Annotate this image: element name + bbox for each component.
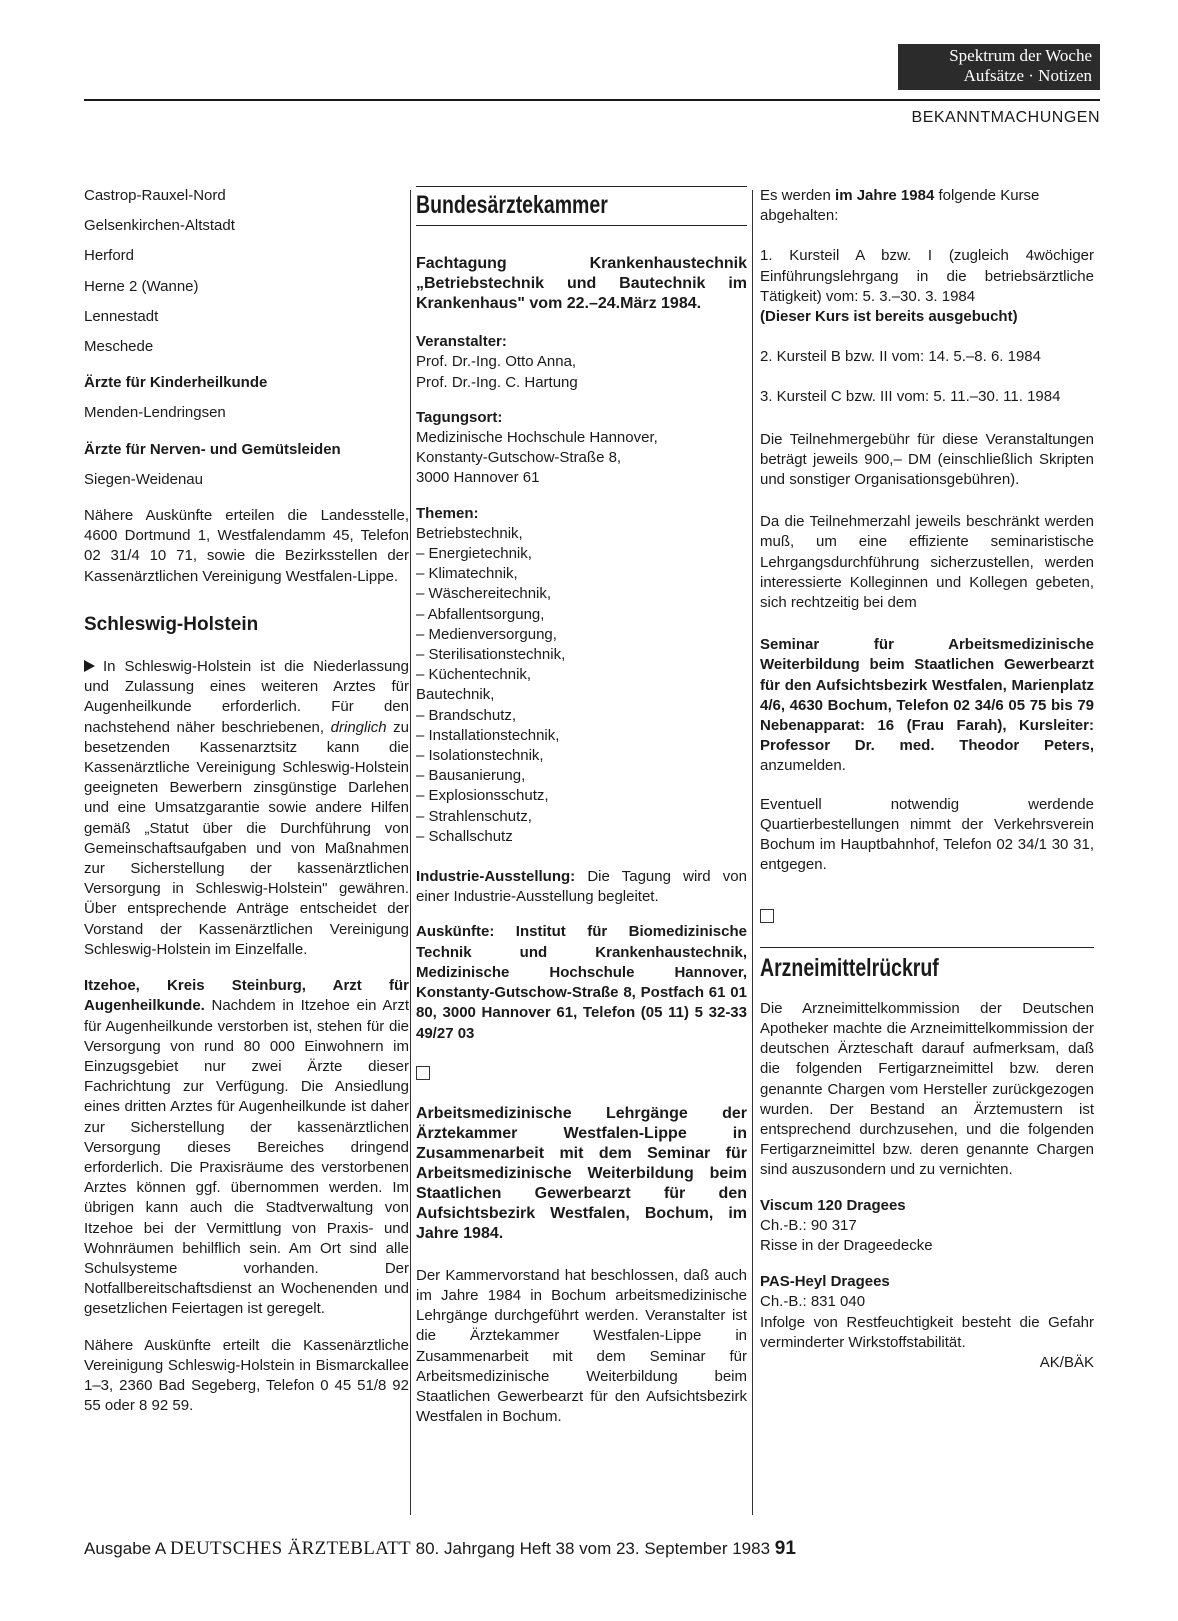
column-2 — [416, 186, 747, 1442]
place-item: Herne 2 (Wanne) — [84, 277, 199, 295]
column-divider-1 — [410, 190, 411, 1515]
quartier-paragraph: Eventuell notwendig werdende Quartierbestellungen nimmt der Verkehrsverein Bochum im Hauptbahnhof, Telefon 02 34/1 30 31, entgegen. — [760, 795, 1094, 874]
itzehoe-paragraph — [84, 976, 409, 1319]
themen-item: – Bausanierung, — [416, 767, 526, 785]
end-of-article-square-icon — [416, 1066, 430, 1080]
teilnehmer-paragraph: Da die Teilnehmerzahl jeweils beschränkt werden muß, um eine effiziente seminaristische Lehrgangsdurchführung sicherzustellen, werden interessierte Kolleginnen und Kollegen gebeten, sich rechtzeitig bei dem — [760, 513, 1094, 612]
auskuenfte-paragraph: Auskünfte: Institut für Biomedizinische Technik und Krankenhaustechnik, Medizinische Hochschule Hannover, Konstanty-Gutschow-Straße 8, Postfach 61 01 80, 3000 Hannover 61, Telefon (05 11) 5 32-33 49/27 03 — [416, 923, 747, 1042]
seminar-paragraph — [760, 635, 1094, 776]
header-rule — [84, 99, 1100, 101]
sh-text-b: zu besetzenden Kassenarztsitz kann die Kassenärztliche Vereinigung Schleswig-Holstein geeigneten Bewerbern zinsgünstige Darlehen und eine Umsatzgarantie sowie andere Hilfen gemäß „Statut über die Durchführung von Gemeinschaftsaufgaben und von Maßnahmen zur Sicherstellung der kassenärztlichen Versorgung in Schleswig-Holstein" gewähren. Über entsprechende Anträge entscheidet der Vorstand der Kassenärztlichen Vereinigung Schleswig-Holstein im Einzelfalle. — [84, 718, 409, 958]
tagungsort-line: Konstanty-Gutschow-Straße 8, — [416, 449, 622, 467]
footer-edition: Ausgabe A — [84, 1539, 166, 1558]
drug-batch: Ch.-B.: 831 040 — [760, 1293, 866, 1311]
industrie-label: Industrie-Ausstellung: — [416, 868, 576, 886]
drug-viscum — [760, 1196, 1094, 1257]
sh-text-a: In Schleswig-Holstein ist die Niederlassung und Zulassung eines weiteren Arztes für Augenheilkunde erforderlich. Für den nachstehend näher beschriebenen, — [84, 658, 409, 736]
kurs-1-note: (Dieser Kurs ist bereits ausgebucht) — [760, 308, 1018, 326]
heading-rule-top — [416, 186, 747, 187]
sh-text-emphasis: dringlich — [330, 718, 387, 736]
drug-batch: Ch.-B.: 90 317 — [760, 1216, 857, 1234]
themen-item: – Strahlenschutz, — [416, 807, 532, 825]
author-sign: AK/BÄK — [1039, 1353, 1094, 1371]
tagungsort-block — [416, 408, 747, 489]
drug-pas — [760, 1272, 1094, 1353]
kurs-3: 3. Kursteil C bzw. III vom: 5. 11.–30. 11. 1984 — [760, 388, 1061, 406]
seminar-end: anzumelden. — [760, 757, 846, 775]
fachtagung-title: Fachtagung Krankenhaustechnik „Betriebstechnik und Bautechnik im Krankenhaus" vom 22.–24.März 1984. — [416, 255, 747, 313]
drug-reason: Infolge von Restfeuchtigkeit besteht die Gefahr verminderter Wirkstoffstabilität. — [760, 1313, 1094, 1351]
kurs-2: 2. Kursteil B bzw. II vom: 14. 5.–8. 6. 1984 — [760, 348, 1041, 366]
themen-item: – Brandschutz, — [416, 706, 517, 724]
themen-item: – Klimatechnik, — [416, 565, 518, 583]
intro-text: folgende Kurse abgehalten: — [760, 187, 1040, 225]
schleswig-holstein-heading: Schleswig-Holstein — [84, 613, 259, 635]
themen-item: – Küchentechnik, — [416, 666, 532, 684]
column-divider-2 — [752, 190, 753, 1515]
triangle-bullet-icon — [84, 660, 95, 672]
rueckruf-heading: Arzneimittelrückruf — [760, 954, 939, 983]
place-item: Gelsenkirchen-Altstadt — [84, 217, 235, 235]
kurse-intro — [760, 186, 1094, 226]
themen-item: – Installationstechnik, — [416, 726, 560, 744]
kinder-heading: Ärzte für Kinderheilkunde — [84, 374, 268, 392]
nerven-place: Siegen-Weidenau — [84, 470, 203, 488]
lehrgaenge-text: Der Kammervorstand hat beschlossen, daß auch im Jahre 1984 in Bochum arbeitsmedizinische Lehrgänge durchgeführt werden. Veranstalter ist die Ärztekammer Westfalen-Lippe in Zusammenarbeit mit dem Seminar für Arbeitsmedizinische Weiterbildung beim Staatlichen Gewerbearzt für den Aufsichtsbezirk Westfalen in Bochum. — [416, 1266, 747, 1426]
drug-reason: Risse in der Drageedecke — [760, 1236, 933, 1254]
veranstalter-label: Veranstalter: — [416, 333, 507, 351]
kurs-1-text: 1. Kursteil A bzw. I (zugleich 4wöchiger Einführungslehrgang in die betriebsärztliche Tätigkeit) vom: 5. 3.–30. 3. 1984 — [760, 247, 1094, 305]
themen-item: – Isolationstechnik, — [416, 747, 544, 765]
place-item: Herford — [84, 247, 135, 265]
themen-item: – Energietechnik, — [416, 545, 532, 563]
kurs-1 — [760, 246, 1094, 327]
seminar-address: Seminar für Arbeitsmedizinische Weiterbildung beim Staatlichen Gewerbearzt für den Aufsichtsbezirk Westfalen, Marienplatz 4/6, 4630 Bochum, Telefon 02 34/6 05 75 bis 79 Nebenapparat: 16 (Frau Farah), Kursleiter: Professor Dr. med. Theodor Peters, — [760, 636, 1094, 755]
heading-rule-bottom — [416, 225, 747, 226]
veranstalter-name: Prof. Dr.-Ing. C. Hartung — [416, 373, 578, 391]
end-of-article-square-icon — [760, 909, 774, 923]
intro-year: im Jahre 1984 — [835, 187, 935, 204]
itzehoe-heading: Itzehoe, Kreis Steinburg, Arzt für Augenheilkunde. — [84, 977, 409, 1015]
gebuehr-paragraph: Die Teilnehmergebühr für diese Veranstaltungen beträgt jeweils 900,– DM (einschließlich Skripten und sonstiger Organisationsgebühren). — [760, 430, 1094, 489]
section-box-line1: Spektrum der Woche — [949, 46, 1092, 65]
themen-block — [416, 504, 747, 847]
lehrgaenge-title: Arbeitsmedizinische Lehrgänge der Ärztekammer Westfalen-Lippe in Zusammenarbeit mit dem Seminar für Arbeitsmedizinische Weiterbildung beim Staatlichen Gewerbearzt für den Aufsichtsbezirk Westfalen, Bochum, im Jahre 1984. — [416, 1104, 747, 1242]
tagungsort-line: Medizinische Hochschule Hannover, — [416, 429, 658, 447]
tagungsort-line: 3000 Hannover 61 — [416, 469, 540, 487]
themen-item: – Wäschereitechnik, — [416, 585, 552, 603]
kinder-place: Menden-Lendringsen — [84, 404, 226, 422]
themen-group: Betriebstechnik, — [416, 524, 523, 542]
place-item: Lennestadt — [84, 307, 159, 325]
footer-issue: 80. Jahrgang Heft 38 vom 23. September 1983 — [415, 1539, 771, 1558]
nerven-heading: Ärzte für Nerven- und Gemütsleiden — [84, 440, 341, 458]
info-westfalen: Nähere Auskünfte erteilen die Landesstelle, 4600 Dortmund 1, Westfalendamm 45, Telefon 02 31/4 10 71, sowie die Bezirksstellen der Kassenärztlichen Vereinigung Westfalen-Lippe. — [84, 507, 409, 585]
itzehoe-text: Nachdem in Itzehoe ein Arzt für Augenheilkunde verstorben ist, stehen für die Versorgung von rund 80 000 Einwohnern im Einzugsgebiet nur zwei Ärzte dieser Fachrichtung zur Verfügung. Die Ansiedlung eines dritten Arztes für Augenheilkunde ist daher zur Sicherstellung der kassenärztlichen Versorgung dieses Bereiches dringend erforderlich. Die Praxisräume des verstorbenen Arztes können ggf. übernommen werden. Im übrigen kann auch die Stadtverwaltung von Itzehoe bei der Vermittlung von Praxis- und Wohnräumen behilflich sein. Am Ort sind alle Schulsysteme vorhanden. Der Notfallbereitschaftsdienst an Wochenenden und gesetzlichen Feiertagen ist geregelt. — [84, 997, 410, 1318]
intro-text: Es werden — [760, 187, 831, 204]
themen-item: – Schallschutz — [416, 827, 513, 845]
column-1 — [84, 186, 409, 1426]
section-tag: BEKANNTMACHUNGEN — [911, 109, 1100, 126]
industrie-paragraph — [416, 867, 747, 907]
themen-group: Bautechnik, — [416, 686, 495, 704]
themen-item: – Explosionsschutz, — [416, 787, 549, 805]
veranstalter-block — [416, 332, 747, 393]
info-schleswig-holstein: Nähere Auskünfte erteilt die Kassenärztliche Vereinigung Schleswig-Holstein in Bismarckallee 1–3, 2360 Bad Segeberg, Telefon 0 45 51/8 92 55 oder 8 92 59. — [84, 1336, 409, 1415]
tagungsort-label: Tagungsort: — [416, 408, 503, 426]
industrie-text: Die Tagung wird von einer Industrie-Ausstellung begleitet. — [416, 868, 747, 906]
themen-label: Themen: — [416, 504, 479, 522]
drug-name: PAS-Heyl Dragees — [760, 1273, 890, 1291]
place-item: Meschede — [84, 338, 154, 356]
veranstalter-name: Prof. Dr.-Ing. Otto Anna, — [416, 353, 577, 371]
themen-item: – Medienversorgung, — [416, 625, 557, 643]
rueckruf-text: Die Arzneimittelkommission der Deutschen Apotheker machte die Arzneimittelkommission der deutschen Ärzteschaft darauf aufmerksam, daß die folgenden Fertigarzneimittel bzw. deren genannte Chargen vom Hersteller zurückgezogen wurden. Der Bestand an Ärztemustern ist entsprechend durchzusehen, und die folgenden Fertigarzneimittel bzw. deren genannte Chargen sind auszusondern und zu vernichten. — [760, 999, 1094, 1179]
page-footer — [84, 1538, 1100, 1560]
footer-publication: DEUTSCHES ÄRZTEBLATT — [170, 1538, 411, 1559]
magazine-section-box — [898, 44, 1100, 90]
bundesaerztekammer-heading: Bundesärztekammer — [416, 191, 608, 219]
themen-item: – Sterilisationstechnik, — [416, 646, 566, 664]
section-box-line2: Aufsätze · Notizen — [963, 66, 1092, 85]
drug-name: Viscum 120 Dragees — [760, 1196, 906, 1214]
column-3 — [760, 186, 1094, 1373]
sh-paragraph — [84, 657, 409, 960]
page-number: 91 — [774, 1538, 796, 1559]
heading-rule-top — [760, 947, 1094, 948]
themen-item: – Abfallentsorgung, — [416, 605, 545, 623]
place-item: Castrop-Rauxel-Nord — [84, 187, 226, 204]
